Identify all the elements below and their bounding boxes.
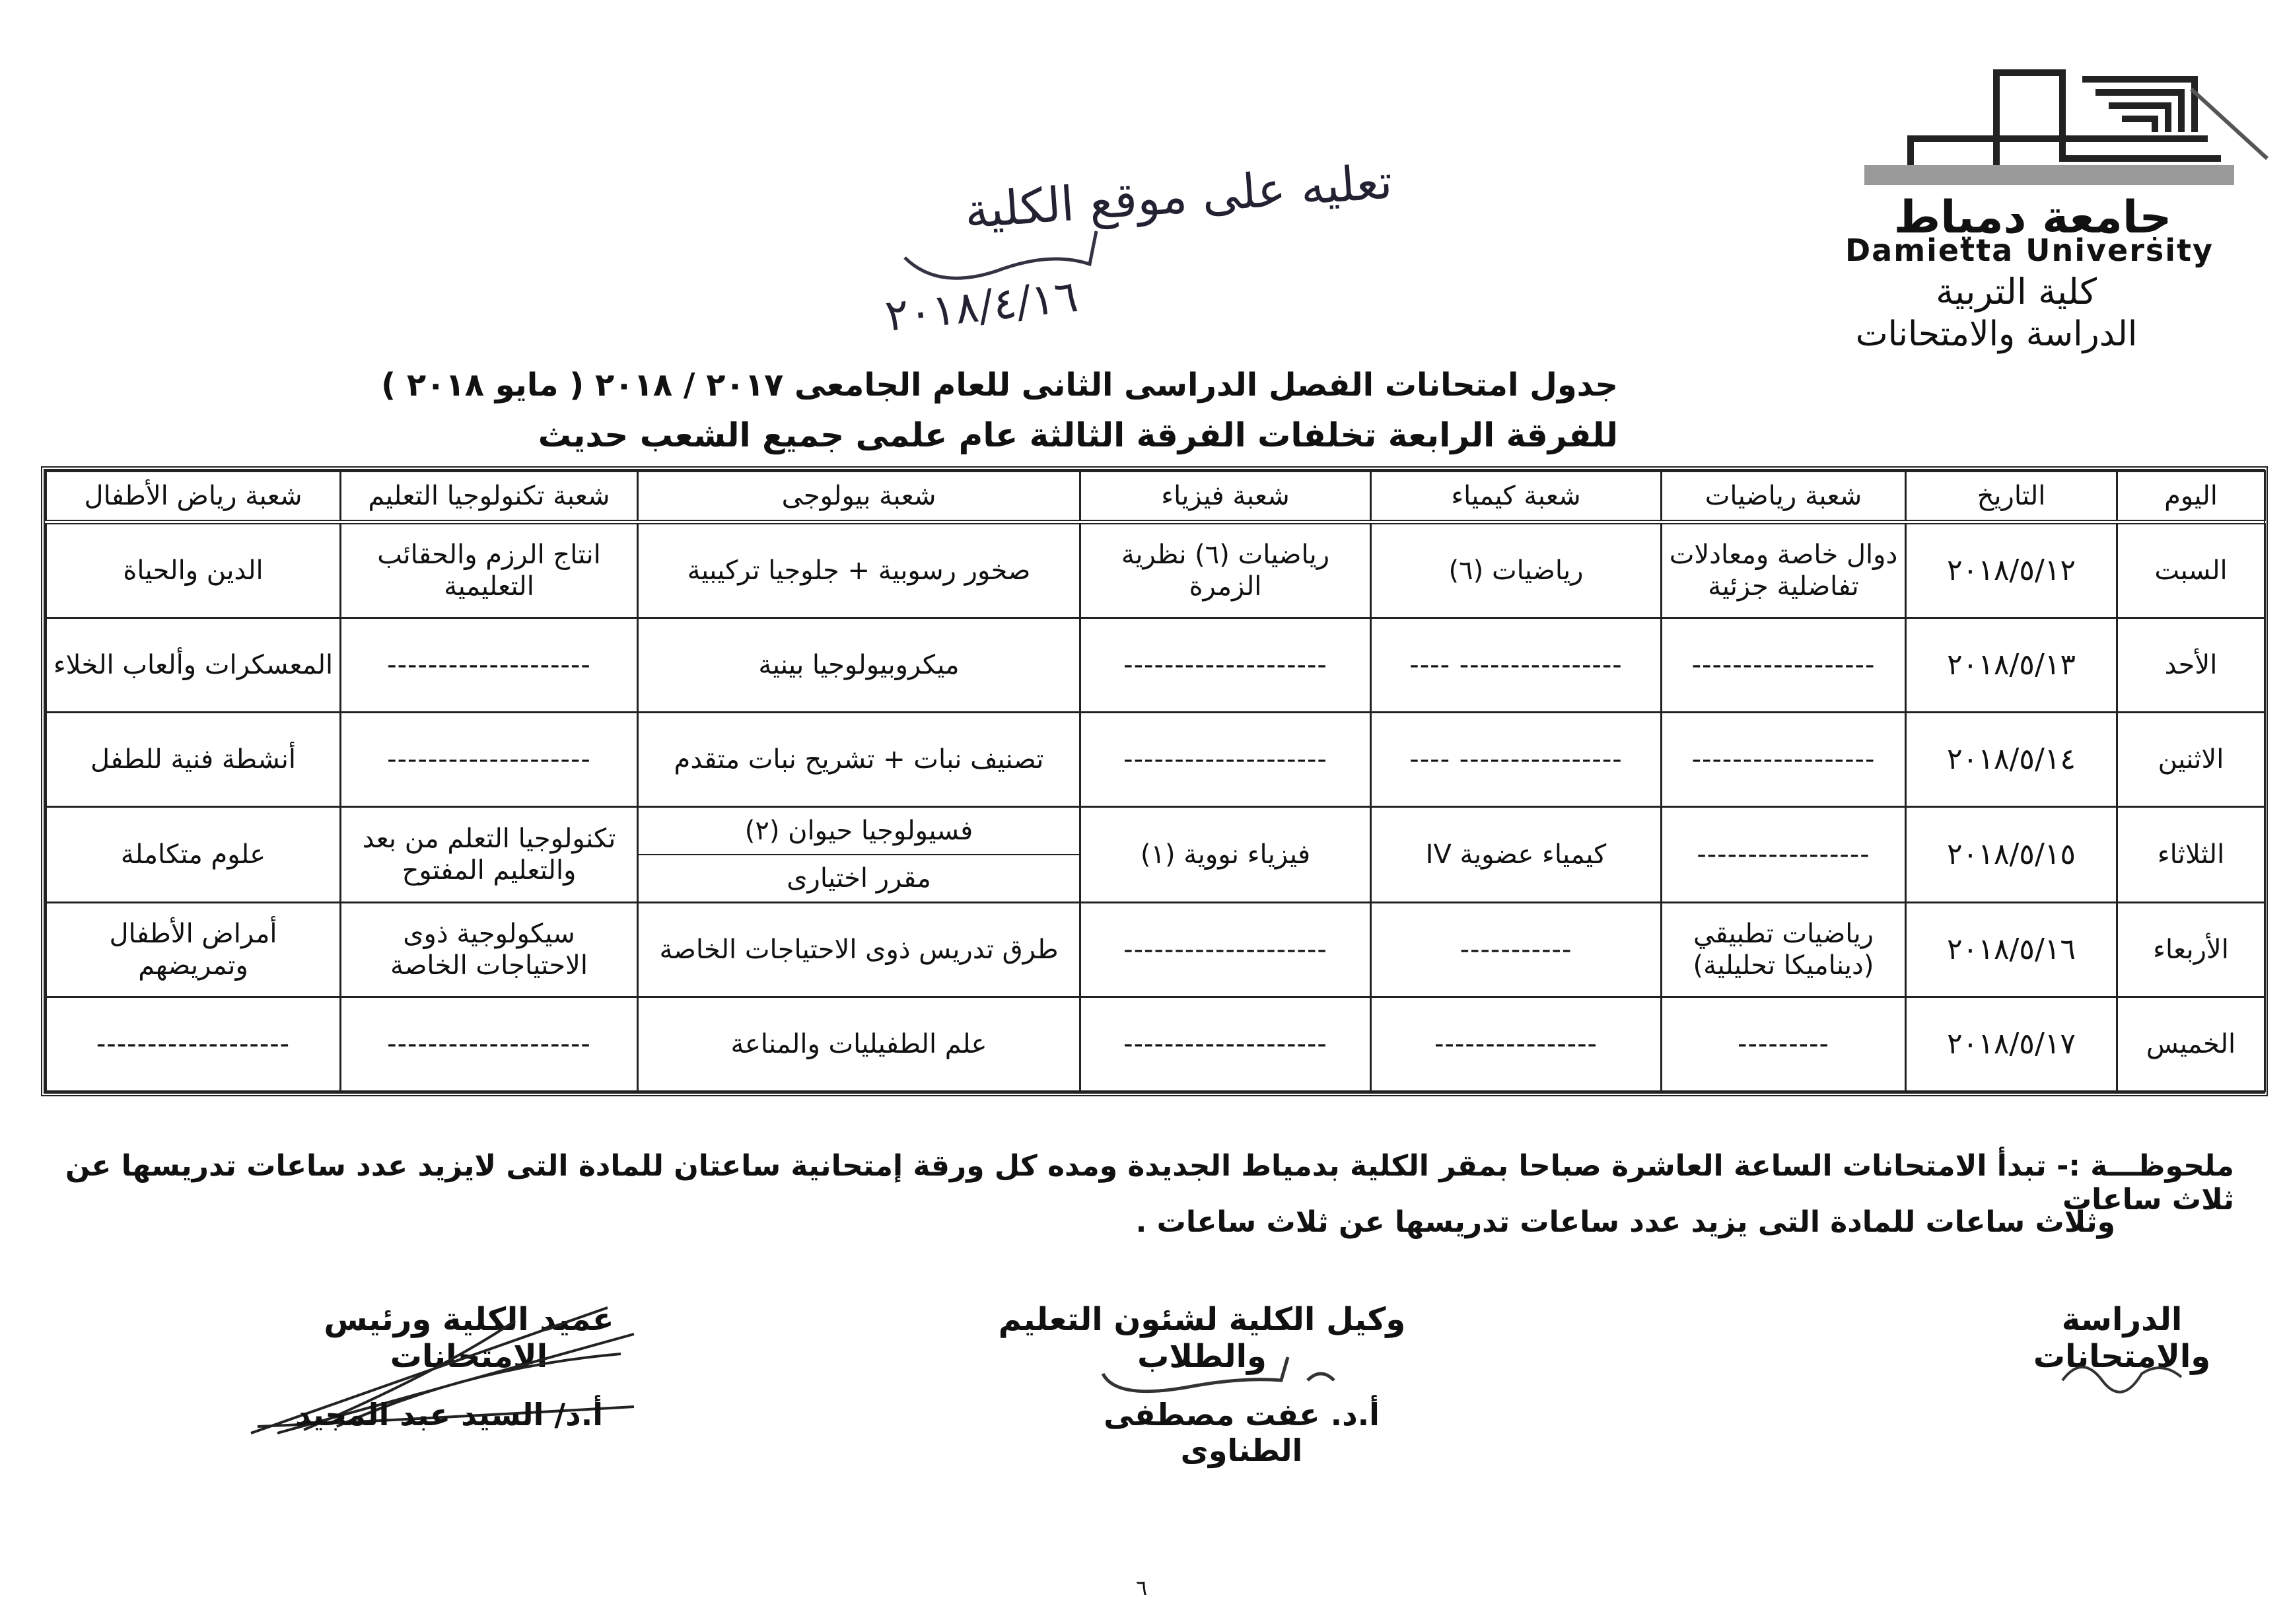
cell-day: الأحد bbox=[2117, 618, 2265, 713]
cell-day: السبت bbox=[2117, 522, 2265, 618]
cell-tech: تكنولوجيا التعلم من بعد والتعليم المفتوح bbox=[341, 807, 638, 903]
university-logo bbox=[1864, 59, 2234, 198]
handwritten-note: تعليه على موقع الكلية bbox=[962, 153, 1394, 239]
cell-date: ٢٠١٨/٥/١٢ bbox=[1906, 522, 2117, 618]
cell-kg: أنشطة فنية للطفل bbox=[46, 713, 341, 807]
cell-day: الخميس bbox=[2117, 997, 2265, 1092]
note-line-1: ملحوظـــة :- تبدأ الامتحانات الساعة العاشرة صباحا بمقر الكلية بدمياط الجديدة ومده كل ورقة إمتحانية ساعتان للمادة التى لايزيد عدد ساعات تدريسها عن ثلاث ساعات bbox=[65, 1149, 2234, 1217]
cell-phys: -------------------- bbox=[1080, 618, 1371, 713]
cell-chem: ---------------- ---- bbox=[1371, 713, 1662, 807]
cell-date: ٢٠١٨/٥/١٧ bbox=[1906, 997, 2117, 1092]
cell-bio-split bbox=[638, 807, 1080, 903]
cell-tech: انتاج الرزم والحقائب التعليمية bbox=[341, 522, 638, 618]
cell-tech: -------------------- bbox=[341, 618, 638, 713]
header-phys: شعبة فيزياء bbox=[1080, 472, 1371, 522]
note-line-2: وثلاث ساعات للمادة التى يزيد عدد ساعات تدريسها عن ثلاث ساعات . bbox=[1135, 1205, 2115, 1239]
header-date: التاريخ bbox=[1906, 472, 2117, 522]
table-row bbox=[46, 522, 2265, 618]
cell-bio: تصنيف نبات + تشريح نبات متقدم bbox=[638, 713, 1080, 807]
cell-date: ٢٠١٨/٥/١٤ bbox=[1906, 713, 2117, 807]
cell-date: ٢٠١٨/٥/١٦ bbox=[1906, 903, 2117, 997]
header-chem: شعبة كيمياء bbox=[1371, 472, 1662, 522]
cell-day: الثلاثاء bbox=[2117, 807, 2265, 903]
table-row bbox=[46, 903, 2265, 997]
table-row bbox=[46, 997, 2265, 1092]
faculty-name: كلية التربية bbox=[1936, 271, 2097, 312]
cell-tech: سيكولوجية ذوى الاحتياجات الخاصة bbox=[341, 903, 638, 997]
pen-mark bbox=[2188, 86, 2280, 165]
cell-bio: صخور رسوبية + جلوجيا تركيبية bbox=[638, 522, 1080, 618]
table-row bbox=[46, 807, 2265, 903]
cell-math: دوال خاصة ومعادلات تفاضلية جزئية bbox=[1662, 522, 1906, 618]
cell-date: ٢٠١٨/٥/١٥ bbox=[1906, 807, 2117, 903]
cell-phys: -------------------- bbox=[1080, 903, 1371, 997]
cell-phys: فيزياء نووية (١) bbox=[1080, 807, 1371, 903]
cell-chem: ---------------- ---- bbox=[1371, 618, 1662, 713]
cell-tech: -------------------- bbox=[341, 713, 638, 807]
university-name-en: Damietta University bbox=[1845, 232, 2214, 268]
cell-kg: ------------------- bbox=[46, 997, 341, 1092]
cell-bio: علم الطفيليات والمناعة bbox=[638, 997, 1080, 1092]
department-name: الدراسة والامتحانات bbox=[1855, 314, 2138, 354]
header-day: اليوم bbox=[2117, 472, 2265, 522]
cell-math: ------------------ bbox=[1662, 618, 1906, 713]
schedule-subtitle: للفرقة الرابعة تخلفات الفرقة الثالثة عام علمى جميع الشعب حديث bbox=[538, 416, 1618, 454]
cell-phys: رياضيات (٦) نظرية الزمرة bbox=[1080, 522, 1371, 618]
cell-day: الاثنين bbox=[2117, 713, 2265, 807]
cell-phys: -------------------- bbox=[1080, 997, 1371, 1092]
table-row bbox=[46, 713, 2265, 807]
header-math: شعبة رياضيات bbox=[1662, 472, 1906, 522]
signature-vice-dean-name: أ.د. عفت مصطفى الطناوى bbox=[1104, 1397, 1380, 1468]
signature-vice-dean-title: وكيل الكلية لشئون التعليم والطلاب bbox=[998, 1301, 1406, 1375]
cell-kg: الدين والحياة bbox=[46, 522, 341, 618]
cell-chem: كيمياء عضوية IV bbox=[1371, 807, 1662, 903]
signature-dean-title: عميد الكلية ورئيس الامتحانات bbox=[324, 1301, 614, 1375]
cell-chem: ----------- bbox=[1371, 903, 1662, 997]
signature-dean-name: أ.د/ السيد عبد المجيد bbox=[295, 1397, 604, 1432]
header-bio: شعبة بيولوجى bbox=[638, 472, 1080, 522]
signature-scribble-right bbox=[2056, 1347, 2188, 1400]
cell-day: الأربعاء bbox=[2117, 903, 2265, 997]
table-header-row bbox=[46, 472, 2265, 522]
cell-date: ٢٠١٨/٥/١٣ bbox=[1906, 618, 2117, 713]
cell-phys: -------------------- bbox=[1080, 713, 1371, 807]
cell-math: ----------------- bbox=[1662, 807, 1906, 903]
cell-math: --------- bbox=[1662, 997, 1906, 1092]
exam-schedule-table bbox=[41, 466, 2268, 1096]
cell-kg: المعسكرات وألعاب الخلاء bbox=[46, 618, 341, 713]
cell-bio: طرق تدريس ذوى الاحتياجات الخاصة bbox=[638, 903, 1080, 997]
schedule-title: جدول امتحانات الفصل الدراسى الثانى للعام الجامعى ٢٠١٧ / ٢٠١٨ ( مايو ٢٠١٨ ) bbox=[381, 367, 1618, 404]
cell-bio-top: فسيولوجيا حيوان (٢) bbox=[639, 808, 1079, 855]
university-name-ar: جامعة دمياط bbox=[1893, 192, 2172, 244]
signature-exams-title: الدراسة والامتحانات bbox=[2033, 1301, 2211, 1375]
header-kg: شعبة رياض الأطفال bbox=[46, 472, 341, 522]
bio-split-table bbox=[639, 808, 1079, 901]
page-number: ٦ bbox=[1136, 1575, 1148, 1600]
handwritten-date: ٢٠١٨/٤/١٦ bbox=[882, 270, 1080, 342]
cell-bio: ميكروبيولوجيا بينية bbox=[638, 618, 1080, 713]
header-tech: شعبة تكنولوجيا التعليم bbox=[341, 472, 638, 522]
cell-math: رياضيات تطبيقي (ديناميكا تحليلية) bbox=[1662, 903, 1906, 997]
cell-kg: أمراض الأطفال وتمريضهم bbox=[46, 903, 341, 997]
cell-chem: رياضيات (٦) bbox=[1371, 522, 1662, 618]
table-row bbox=[46, 618, 2265, 713]
cell-chem: ---------------- bbox=[1371, 997, 1662, 1092]
cell-tech: -------------------- bbox=[341, 997, 638, 1092]
cell-bio-bottom: مقرر اختيارى bbox=[787, 863, 931, 894]
cell-kg: علوم متكاملة bbox=[46, 807, 341, 903]
cell-math: ------------------ bbox=[1662, 713, 1906, 807]
